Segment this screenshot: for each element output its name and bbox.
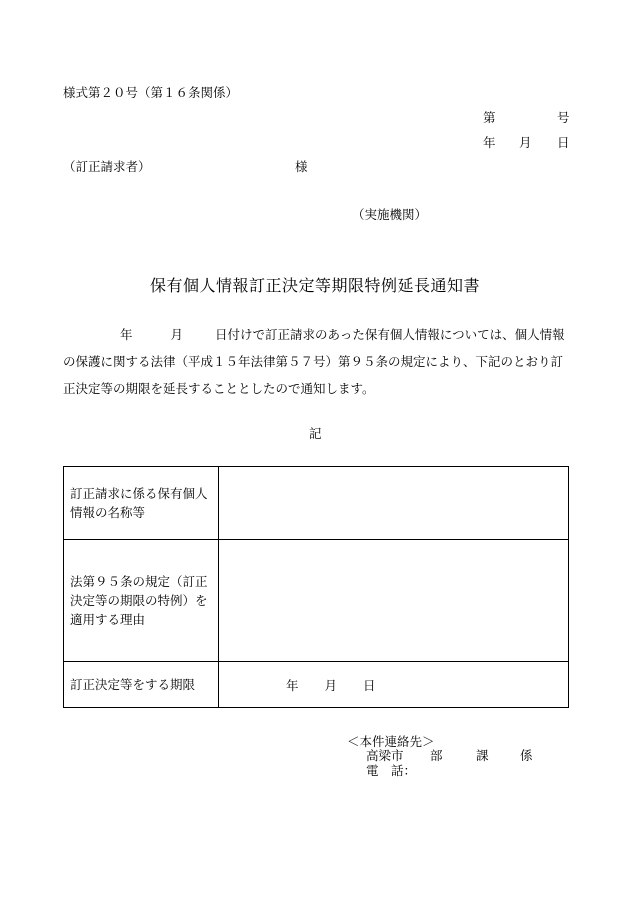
- details-table: [63, 466, 569, 708]
- form-number: 様式第２０号（第１６条関係）: [63, 85, 239, 100]
- deadline-year: 年: [286, 677, 299, 693]
- document-title: 保有個人情報訂正決定等期限特例延長通知書: [149, 276, 480, 295]
- body-month: 月: [170, 327, 184, 342]
- deadline-day: 日: [363, 677, 376, 693]
- doc-number-prefix: 第: [483, 110, 496, 125]
- info-name-label: 訂正請求に係る保有個人情報の名称等: [64, 467, 219, 540]
- ki-heading: 記: [309, 426, 322, 441]
- reason-value: [219, 540, 569, 662]
- doc-number-suffix: 号: [557, 110, 570, 125]
- contact-phone: 電 話：: [366, 763, 417, 778]
- date-day: 日: [557, 135, 570, 150]
- contact-city: 高梁市: [366, 748, 404, 763]
- contact-section: 課: [476, 748, 489, 763]
- table-row: [64, 540, 569, 662]
- deadline-label: 訂正決定等をする期限: [64, 662, 219, 708]
- reason-label: 法第９５条の規定（訂正決定等の期限の特例）を適用する理由: [64, 540, 219, 662]
- body-year: 年: [120, 327, 133, 342]
- contact-dept: 部: [430, 748, 443, 763]
- table-row: [64, 467, 569, 540]
- addressee-honorific: 様: [295, 159, 308, 174]
- contact-heading: ＜本件連絡先＞: [347, 734, 435, 749]
- body-text: 日付けで訂正請求のあった保有個人情報については、個人情報の保護に関する法律（平成１５年法律第５７号）第９５条の規定により、下記のとおり訂正決定等の期限を延長することとしたので通知します。: [63, 327, 565, 396]
- notice-body: [63, 321, 571, 402]
- table-row: [64, 662, 569, 708]
- deadline-value: [219, 662, 569, 708]
- date-month: 月: [519, 135, 532, 150]
- info-name-value: [219, 467, 569, 540]
- addressee-label: （訂正請求者）: [63, 159, 151, 174]
- date-year: 年: [483, 135, 496, 150]
- deadline-month: 月: [324, 677, 338, 693]
- contact-unit: 係: [520, 748, 533, 763]
- issuer-label: （実施機関）: [352, 207, 428, 222]
